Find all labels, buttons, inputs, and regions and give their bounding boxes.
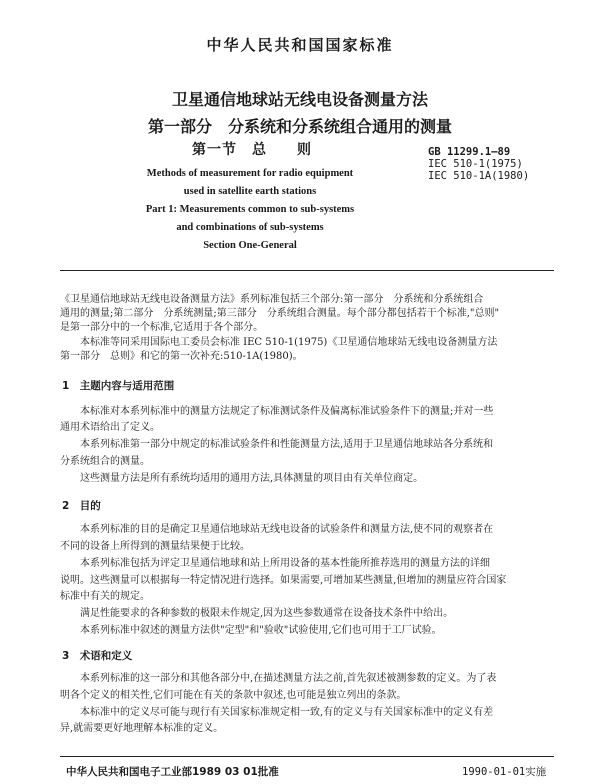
section-2-line: 满足性能要求的各种参数的极限未作规定,因为这些参数通常在设备技术条件中给出。 xyxy=(60,608,454,619)
standard-code-gb: GB 11299.1—89 xyxy=(428,146,511,158)
section-3-line: 明各个定义的相关性,它们可能在有关的条款中叙述,也可能是独立列出的条款。 xyxy=(60,690,407,701)
standard-code-iec: IEC 510-1(1975) xyxy=(428,158,523,170)
section-1-line: 这些测量方法是所有系统均适用的通用方法,具体测量的项目由有关单位商定。 xyxy=(60,473,424,484)
section-2-line: 本系列标准包括为评定卫星通信地球和站上所用设备的基本性能所推荐选用的测量方法的详细 xyxy=(60,558,490,569)
approval-date: 中华人民共和国电子工业部1989 03 01批准 xyxy=(66,766,279,778)
title-line-2: 第一部分 分系统和分系统组合通用的测量 xyxy=(147,117,452,136)
standard-code-iec-supplement: IEC 510-1A(1980) xyxy=(428,170,530,182)
header-divider xyxy=(60,270,554,271)
english-title-line: and combinations of sub-systems xyxy=(176,222,324,233)
intro-line: 第一部分 总则》和它的第一次补充:510-1A(1980)。 xyxy=(60,351,303,362)
english-title-line: used in satellite earth stations xyxy=(183,186,317,197)
english-title-line: Methods of measurement for radio equipment xyxy=(146,168,354,179)
section-2-line: 不同的设备上所得到的测量结果便于比较。 xyxy=(60,541,250,552)
section-1-line: 分系统组合的测量。 xyxy=(60,456,150,467)
intro-line: 是第一部分中的一个标准,它适用于各个部分。 xyxy=(60,322,264,333)
intro-line: 《卫星通信地球站无线电设备测量方法》系列标准包括三个部分:第一部分 分系统和分系统组合 xyxy=(60,294,484,305)
section-1-line: 通用术语给出了定义。 xyxy=(60,422,160,433)
title-line-3: 第一节 总 则 xyxy=(192,142,312,158)
section-3-line: 异,就需要更好地理解本标准的定义。 xyxy=(60,723,224,734)
section-2-line: 本系列标准的目的是确定卫星通信地球站无线电设备的试验条件和测量方法,使不同的观察者在 xyxy=(60,524,494,535)
section-2-line: 本系列标准中叙述的测量方法供"定型"和"验收"试验使用,它们也可用于工厂试验。 xyxy=(60,625,442,636)
standard-category-header: 中华人民共和国国家标准 xyxy=(206,36,394,54)
footer-divider xyxy=(60,756,554,757)
section-1-line: 本标准对本系列标准中的测量方法规定了标准测试条件及偏离标准试验条件下的测量;并对一些 xyxy=(60,406,494,417)
intro-line: 通用的测量;第二部分 分系统测量;第三部分 分系统组合测量。每个部分都包括若干个标准,"总则" xyxy=(60,308,500,319)
title-line-1: 卫星通信地球站无线电设备测量方法 xyxy=(171,90,428,109)
section-2-line: 说明。这些测量可以根据每一特定情况进行选择。如果需要,可增加某些测量,但增加的测量应符合国家 xyxy=(60,575,507,586)
section-heading: 3 术语和定义 xyxy=(62,650,133,662)
intro-line: 本标准等同采用国际电工委员会标准 IEC 510-1(1975)《卫星通信地球站无线电设备测量方法 xyxy=(60,337,498,348)
section-1-line: 本系列标准第一部分中规定的标准试验条件和性能测量方法,适用于卫星通信地球站各分系统和 xyxy=(60,439,494,450)
section-heading: 1 主题内容与适用范围 xyxy=(62,380,175,392)
section-3-line: 本系列标准的这一部分和其他各部分中,在描述测量方法之前,首先叙述被测参数的定义。为了表 xyxy=(60,673,497,684)
english-title-line: Part 1: Measurements common to sub-systems xyxy=(145,204,355,215)
section-2-line: 标准中有关的规定。 xyxy=(60,591,150,602)
english-title-line: Section One-General xyxy=(203,240,297,251)
section-3-line: 本标准中的定义尽可能与现行有关国家标准规定相一致,有的定义与有关国家标准中的定义有差 xyxy=(60,707,494,718)
section-heading: 2 目的 xyxy=(62,500,101,512)
implementation-date: 1990-01-01实施 xyxy=(462,766,547,778)
